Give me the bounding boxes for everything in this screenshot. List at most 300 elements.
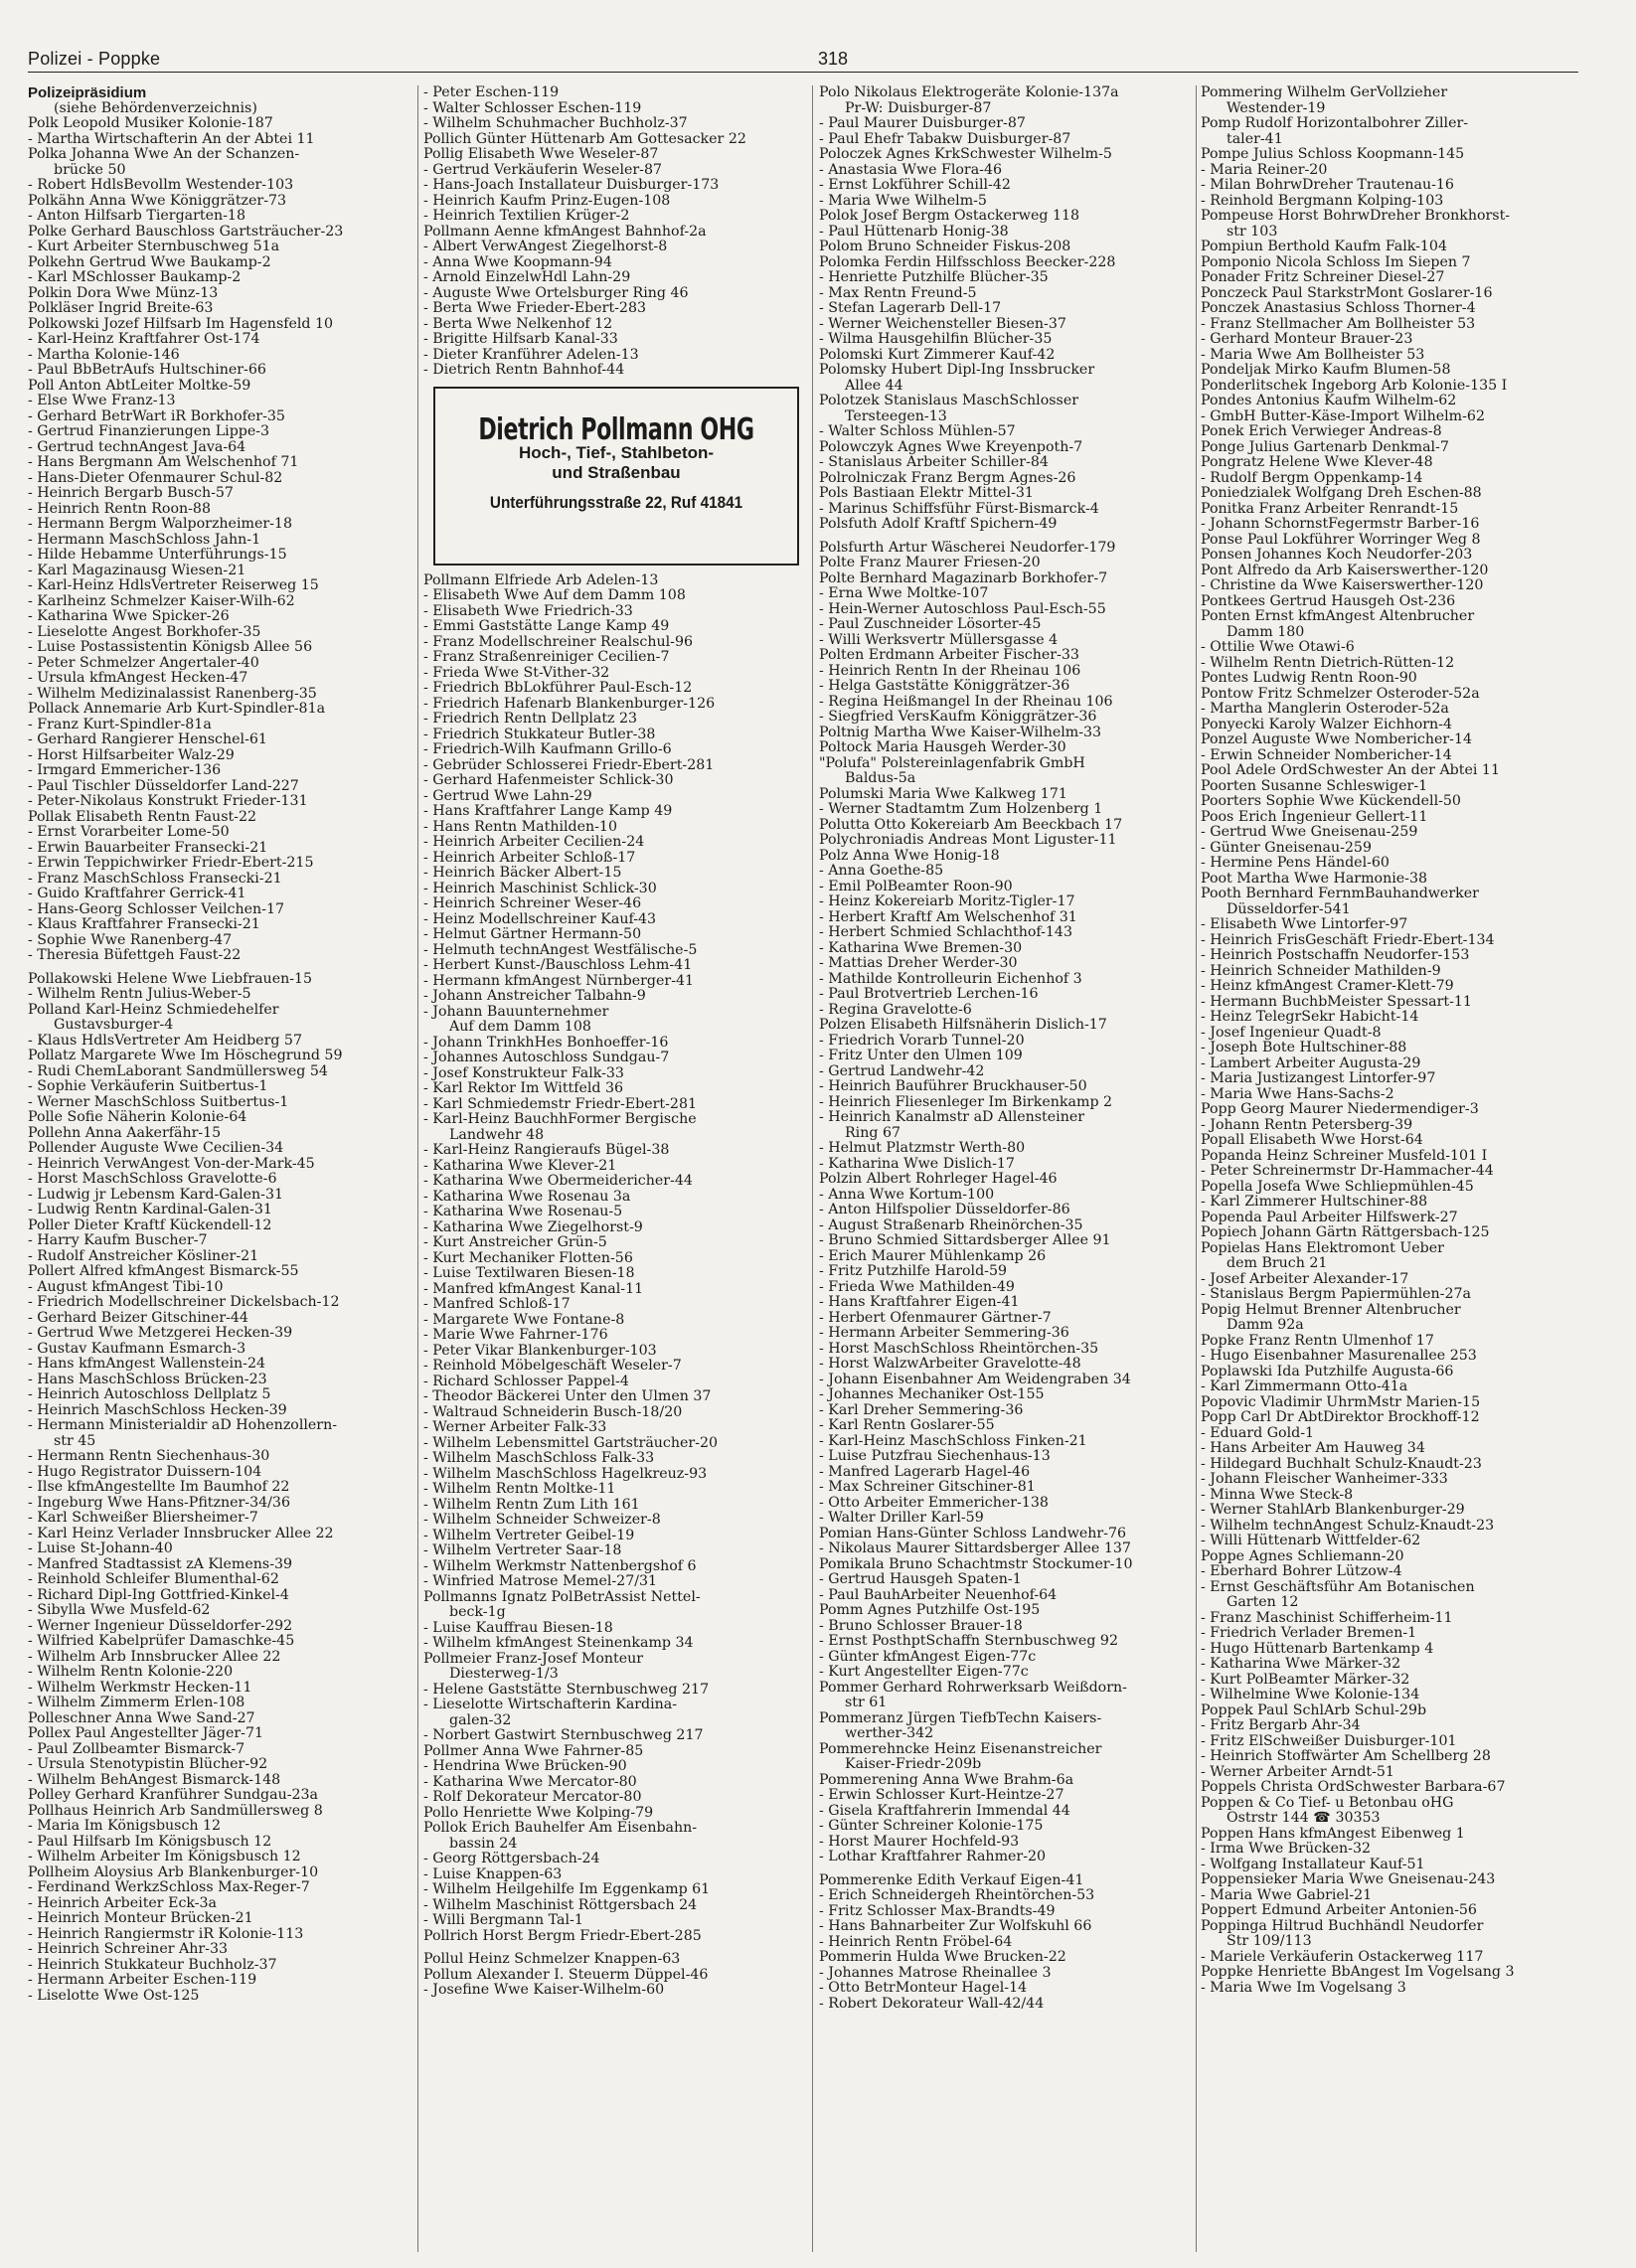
directory-entry: - Paul Maurer Duisburger-87	[819, 116, 1026, 131]
directory-entry: Polowczyk Agnes Wwe Kreyenpoth-7	[819, 439, 1083, 455]
directory-entry: Pollatz Margarete Wwe Im Höschegrund 59	[28, 1049, 343, 1063]
directory-entry: - Kurt Mechaniker Flotten-56	[423, 1250, 633, 1266]
directory-entry: - Elisabeth Wwe Lintorfer-97	[1201, 917, 1408, 932]
directory-entry: - Werner Weichensteller Biesen-37	[819, 316, 1066, 332]
directory-entry: - Karl Zimmermann Otto-41a	[1201, 1379, 1408, 1394]
directory-entry: - Heinrich Stukkateur Buchholz-37	[28, 1957, 277, 1973]
directory-entry: - Paul Brotvertrieb Lerchen-16	[819, 987, 1039, 1002]
directory-entry: - Heinrich Rentn Roon-88	[28, 501, 211, 517]
directory-entry: - Mathilde Kontrolleurin Eichenhof 3	[819, 971, 1082, 987]
directory-entry: - Wilhelm Zimmerm Erlen-108	[28, 1696, 245, 1710]
directory-entry: - Richard Schlosser Pappel-4	[423, 1374, 629, 1389]
directory-entry: - Johann Fleischer Wanheimer-333	[1201, 1472, 1448, 1487]
directory-entry: - Hans Bergmann Am Welschenhof 71	[28, 455, 299, 470]
directory-entry: Polkin Dora Wwe Münz-13	[28, 285, 219, 301]
section-heading: Polizeipräsidium	[28, 85, 147, 101]
directory-entry: Poltnig Martha Wwe Kaiser-Wilhelm-33	[819, 725, 1102, 740]
directory-entry: - Karl Schmiedemstr Friedr-Ebert-281	[423, 1096, 697, 1112]
directory-entry: - Marinus Schiffsführ Fürst-Bismarck-4	[819, 501, 1099, 517]
directory-entry: Poller Dieter Kraftf Kückendell-12	[28, 1217, 272, 1233]
directory-entry: - Norbert Gastwirt Sternbuschweg 217	[423, 1728, 704, 1743]
directory-entry: - Günter Schreiner Kolonie-175	[819, 1819, 1044, 1834]
directory-entry: - Luise Putzfrau Siechenhaus-13	[819, 1449, 1051, 1464]
directory-entry: - Franz Maschinist Schifferheim-11	[1201, 1610, 1453, 1626]
directory-entry: - Berta Wwe Nelkenhof 12	[423, 316, 613, 332]
directory-entry: - Katharina Wwe Mercator-80	[423, 1774, 637, 1790]
entry-continuation: Ostrstr 144 ☎ 30353	[1227, 1811, 1381, 1826]
directory-entry: - Werner MaschSchloss Suitbertus-1	[28, 1094, 289, 1110]
directory-entry: Pool Adele OrdSchwester An der Abtei 11	[1201, 763, 1500, 778]
directory-entry: Pollehn Anna Aakerfähr-15	[28, 1125, 222, 1141]
directory-entry: - Heinrich MaschSchloss Hecken-39	[28, 1402, 287, 1418]
directory-entry: - Hermann Arbeiter Semmering-36	[819, 1326, 1069, 1341]
directory-entry: - Gerhard Beizer Gitschiner-44	[28, 1310, 248, 1326]
directory-entry: Pommerening Anna Wwe Brahm-6a	[819, 1772, 1074, 1788]
directory-entry: - Max Rentn Freund-5	[819, 285, 977, 301]
directory-entry: - Heinrich Rangiermstr iR Kolonie-113	[28, 1926, 304, 1942]
directory-entry: - Gerhard Hafenmeister Schlick-30	[423, 773, 674, 788]
directory-entry: Poot Martha Wwe Harmonie-38	[1201, 871, 1427, 887]
directory-entry: Popiech Johann Gärtn Rättgersbach-125	[1201, 1225, 1490, 1240]
directory-entry: - Horst Maurer Hochfeld-93	[819, 1834, 1020, 1850]
directory-entry: - Katharina Wwe Ziegelhorst-9	[423, 1219, 643, 1235]
directory-entry: - Paul Tischler Düsseldorfer Land-227	[28, 778, 299, 794]
directory-entry: Polkehn Gertrud Wwe Baukamp-2	[28, 254, 271, 270]
directory-entry: - Heinrich Stoffwärter Am Schellberg 28	[1201, 1749, 1491, 1764]
directory-entry: - Franz MaschSchloss Fransecki-21	[28, 871, 282, 887]
directory-entry: - Lieselotte Angest Borkhofer-35	[28, 624, 261, 640]
directory-entry: - Herbert Kunst-/Bauschloss Lehm-41	[423, 958, 693, 973]
directory-entry: Poorten Susanne Schleswiger-1	[1201, 778, 1428, 794]
running-head: Polizei - Poppke	[28, 49, 161, 69]
directory-entry: - Horst MaschSchloss Rheintörchen-35	[819, 1341, 1099, 1357]
directory-entry: Pollmann Aenne kfmAngest Bahnhof-2a	[423, 224, 707, 240]
directory-entry: - Friedrich Vorarb Tunnel-20	[819, 1033, 1025, 1049]
directory-entry: - Maria Justizangest Lintorfer-97	[1201, 1071, 1436, 1086]
directory-entry: - Arnold EinzelwHdl Lahn-29	[423, 270, 631, 285]
directory-entry: Poos Erich Ingenieur Gellert-11	[1201, 809, 1428, 825]
directory-entry: Popp Georg Maurer Niedermendiger-3	[1201, 1102, 1479, 1117]
directory-entry: - Johann Eisenbahner Am Weidengraben 34	[819, 1372, 1131, 1387]
directory-entry: Polsfuth Adolf Kraftf Spichern-49	[819, 517, 1058, 532]
directory-entry: - Kurt Angestellter Eigen-77c	[819, 1665, 1029, 1680]
directory-entry: - Gertrud Wwe Gneisenau-259	[1201, 825, 1418, 840]
directory-entry: - Hans-Dieter Ofenmaurer Schul-82	[28, 470, 283, 486]
directory-entry: - Johann Anstreicher Talbahn-9	[423, 989, 646, 1004]
directory-entry: Pollheim Aloysius Arb Blankenburger-10	[28, 1864, 319, 1880]
directory-entry: - Hans MaschSchloss Brücken-23	[28, 1372, 267, 1387]
directory-entry: Popig Helmut Brenner Altenbrucher	[1201, 1302, 1461, 1318]
directory-entry: Pollig Elisabeth Wwe Weseler-87	[423, 147, 659, 162]
directory-entry: Ponderlitschek Ingeborg Arb Kolonie-135 I	[1201, 378, 1508, 394]
directory-entry: - Ludwig Rentn Kardinal-Galen-31	[28, 1203, 272, 1217]
directory-entry: - Brigitte Hilfsarb Kanal-33	[423, 332, 618, 347]
directory-entry: - Heinz TelegrSekr Habicht-14	[1201, 1010, 1419, 1025]
directory-entry: - Heinrich Arbeiter Eck-3a	[28, 1895, 218, 1911]
directory-entry: - Friedrich-Wilh Kaufmann Grillo-6	[423, 742, 672, 757]
directory-entry: - Josef Ingenieur Quadt-8	[1201, 1025, 1382, 1041]
entry-continuation: str 103	[1227, 224, 1278, 240]
directory-entry: - Paul BbBetrAufs Hultschiner-66	[28, 363, 266, 378]
directory-entry: - Rudolf Anstreicher Kösliner-21	[28, 1248, 259, 1264]
directory-entry: - Wilhelm Rentn Moltke-11	[423, 1482, 616, 1497]
directory-entry: Pomikala Bruno Schachtmstr Stockumer-10	[819, 1556, 1133, 1572]
directory-entry: - Otto Arbeiter Emmericher-138	[819, 1495, 1049, 1511]
directory-entry: - Kurt Arbeiter Sternbuschweg 51a	[28, 240, 280, 254]
column-divider	[1196, 85, 1197, 2252]
directory-entry: Polzen Elisabeth Hilfsnäherin Dislich-17	[819, 1018, 1107, 1033]
directory-entry: Polland Karl-Heinz Schmiedehelfer	[28, 1002, 279, 1018]
directory-entry: Poppke Henriette BbAngest Im Vogelsang 3	[1201, 1965, 1515, 1980]
directory-entry: - Anastasia Wwe Flora-46	[819, 162, 1003, 178]
directory-entry: - Gerhard Monteur Brauer-23	[1201, 332, 1413, 347]
directory-entry: - Paul Hüttenarb Honig-38	[819, 224, 1009, 240]
directory-entry: Poorters Sophie Wwe Kückendell-50	[1201, 794, 1461, 809]
directory-entry: Pommer Gerhard Rohrwerksarb Weißdorn-	[819, 1680, 1127, 1696]
directory-entry: - Hermann Bergm Walporzheimer-18	[28, 517, 292, 532]
directory-entry: Polten Erdmann Arbeiter Fischer-33	[819, 648, 1079, 663]
entry-continuation: dem Bruch 21	[1227, 1256, 1328, 1271]
directory-entry: Pommering Wilhelm GerVollzieher	[1201, 85, 1448, 100]
directory-entry: Poplawski Ida Putzhilfe Augusta-66	[1201, 1364, 1454, 1379]
directory-column-2	[423, 85, 805, 2252]
entry-continuation: (siehe Behördenverzeichnis)	[54, 100, 257, 116]
directory-entry: - Franz Straßenreiniger Cecilien-7	[423, 650, 670, 665]
entry-continuation: beck-1g	[449, 1605, 506, 1620]
directory-entry: - Josefine Wwe Kaiser-Wilhelm-60	[423, 1983, 665, 1998]
directory-entry: - Werner Arbeiter Arndt-51	[1201, 1764, 1394, 1780]
directory-entry: - Franz Kurt-Spindler-81a	[28, 717, 212, 732]
entry-continuation: Damm 92a	[1227, 1318, 1304, 1333]
directory-entry: - Sibylla Wwe Musfeld-62	[28, 1603, 211, 1618]
directory-entry: Pollok Erich Bauhelfer Am Eisenbahn-	[423, 1821, 698, 1836]
directory-entry: - Gerhard BetrWart iR Borkhofer-35	[28, 408, 285, 424]
directory-entry: Popenda Paul Arbeiter Hilfswerk-27	[1201, 1210, 1458, 1225]
directory-entry: Popp Carl Dr AbtDirektor Brockhoff-12	[1201, 1410, 1480, 1425]
directory-entry: Polsfurth Artur Wäscherei Neudorfer-179	[819, 540, 1116, 556]
directory-entry: - Johannes Matrose Rheinallee 3	[819, 1965, 1052, 1981]
entry-continuation: Damm 180	[1227, 624, 1305, 640]
directory-entry: - Karl-Heinz Rangieraufs Bügel-38	[423, 1143, 670, 1158]
directory-entry: - Sophie Verkäuferin Suitbertus-1	[28, 1079, 268, 1094]
directory-entry: - Otto BetrMonteur Hagel-14	[819, 1981, 1028, 1996]
directory-entry: - Helmuth technAngest Westfälische-5	[423, 942, 698, 958]
directory-entry: - Wilhelm Schneider Schweizer-8	[423, 1513, 661, 1528]
column-divider	[812, 85, 813, 2252]
directory-entry: - Ilse kfmAngestellte Im Baumhof 22	[28, 1480, 290, 1495]
directory-entry: - Wilhelm Maschinist Röttgersbach 24	[423, 1897, 698, 1913]
directory-entry: - Wilhelm MaschSchloss Hagelkreuz-93	[423, 1466, 708, 1482]
directory-entry: Pollmeier Franz-Josef Monteur	[423, 1651, 644, 1667]
directory-entry: - Nikolaus Maurer Sittardsberger Allee 137	[819, 1541, 1131, 1556]
directory-column-3	[819, 85, 1201, 2252]
entry-continuation: Allee 44	[845, 378, 903, 394]
directory-entry: - Friedrich Rentn Dellplatz 23	[423, 712, 638, 727]
directory-entry: - Paul Ehefr Tabakw Duisburger-87	[819, 131, 1071, 147]
directory-entry: - Luise Textilwaren Biesen-18	[423, 1266, 635, 1281]
directory-entry: - Heinrich Arbeiter Schloß-17	[423, 850, 636, 866]
directory-entry: - Paul Zuschneider Lösorter-45	[819, 617, 1042, 632]
directory-entry: - Heinrich Schneider Mathilden-9	[1201, 963, 1441, 979]
directory-entry: Pollo Henriette Wwe Kolping-79	[423, 1805, 654, 1821]
directory-entry: - Hermann kfmAngest Nürnberger-41	[423, 973, 695, 989]
directory-entry: - Anton Hilfspolier Düsseldorfer-86	[819, 1203, 1070, 1217]
directory-entry: - Berta Wwe Frieder-Ebert-283	[423, 301, 647, 316]
directory-entry: - Hugo Hüttenarb Bartenkamp 4	[1201, 1641, 1434, 1657]
directory-entry: - Hans Kraftfahrer Eigen-41	[819, 1295, 1020, 1310]
directory-entry: Polkläser Ingrid Breite-63	[28, 301, 214, 316]
directory-entry: Ponyecki Karoly Walzer Eichhorn-4	[1201, 717, 1452, 732]
directory-entry: - Erwin Teppichwirker Friedr-Ebert-215	[28, 856, 314, 871]
ad-services-line-2: und Straßenbau	[552, 463, 681, 482]
directory-entry: Pooth Bernhard FernmBauhandwerker	[1201, 887, 1479, 901]
directory-entry: - Heinz Modellschreiner Kauf-43	[423, 911, 657, 927]
entry-continuation: brücke 50	[54, 162, 126, 178]
directory-entry: - Wilma Hausgehilfin Blücher-35	[819, 332, 1053, 347]
directory-entry: - Frieda Wwe Mathilden-49	[819, 1279, 1015, 1295]
directory-entry: Pollhaus Heinrich Arb Sandmüllersweg 8	[28, 1803, 323, 1819]
directory-entry: - Katharina Wwe Bremen-30	[819, 940, 1023, 956]
directory-entry: - Gerhard Rangierer Henschel-61	[28, 732, 267, 747]
directory-entry: - Wilfried Kabelprüfer Damaschke-45	[28, 1634, 295, 1649]
directory-entry: Polkowski Jozef Hilfsarb Im Hagensfeld 10	[28, 316, 334, 332]
directory-entry: - Emmi Gaststätte Lange Kamp 49	[423, 619, 670, 634]
directory-entry: - Ursula kfmAngest Hecken-47	[28, 671, 248, 686]
directory-entry: - Werner Stadtamtm Zum Holzenberg 1	[819, 802, 1103, 817]
directory-entry: - Hans Arbeiter Am Hauweg 34	[1201, 1441, 1425, 1456]
directory-entry: Polomski Kurt Zimmerer Kauf-42	[819, 347, 1056, 363]
directory-entry: - Emil PolBeamter Roon-90	[819, 879, 1013, 894]
directory-entry: - Günter kfmAngest Eigen-77c	[819, 1649, 1037, 1665]
entry-continuation: Baldus-5a	[845, 771, 916, 786]
directory-entry: Pommerehncke Heinz Eisenanstreicher	[819, 1741, 1102, 1757]
directory-entry: - Karl Rektor Im Wittfeld 36	[423, 1081, 624, 1096]
directory-entry: - Milan BohrwDreher Trautenau-16	[1201, 178, 1454, 193]
directory-entry: Polom Bruno Schneider Fiskus-208	[819, 240, 1071, 254]
directory-entry: - Wilhelm Heilgehilfe Im Eggenkamp 61	[423, 1882, 711, 1897]
directory-entry: - Anton Hilfsarb Tiergarten-18	[28, 209, 245, 224]
directory-entry: Poloczek Agnes KrkSchwester Wilhelm-5	[819, 147, 1112, 162]
directory-entry: Poppek Paul SchlArb Schul-29b	[1201, 1702, 1427, 1718]
directory-entry: - Johann Rentn Petersberg-39	[1201, 1117, 1413, 1133]
directory-entry: - Lothar Kraftfahrer Rahmer-20	[819, 1850, 1047, 1864]
entry-gap	[28, 964, 409, 972]
advertisement-box	[433, 387, 799, 566]
directory-entry: - Sophie Wwe Ranenberg-47	[28, 932, 233, 948]
directory-entry: - Heinrich VerwAngest Von-der-Mark-45	[28, 1156, 315, 1172]
directory-entry: - Paul Zollbeamter Bismarck-7	[28, 1741, 245, 1757]
directory-entry: - Heinrich Monteur Brücken-21	[28, 1911, 253, 1926]
directory-entry: Pomian Hans-Günter Schloss Landwehr-76	[819, 1526, 1127, 1541]
directory-entry: Popke Franz Rentn Ulmenhof 17	[1201, 1333, 1434, 1349]
directory-entry: - Wilhelm Medizinalassist Ranenberg-35	[28, 686, 317, 702]
directory-entry: - Karl-Heinz MaschSchloss Finken-21	[819, 1433, 1087, 1449]
directory-entry: - Josef Arbeiter Alexander-17	[1201, 1271, 1409, 1287]
directory-entry: - Bruno Schlosser Brauer-18	[819, 1618, 1023, 1634]
directory-entry: - Maria Wwe Wilhelm-5	[819, 193, 987, 209]
directory-entry: Ponzel Auguste Wwe Nombericher-14	[1201, 732, 1473, 747]
directory-entry: Pontow Fritz Schmelzer Osteroder-52a	[1201, 686, 1480, 702]
directory-entry: - Werner StahlArb Blankenburger-29	[1201, 1503, 1465, 1518]
directory-entry: - Heinrich Rentn In der Rheinau 106	[819, 663, 1081, 679]
directory-entry: - Hermann BuchbMeister Spessart-11	[1201, 994, 1472, 1010]
directory-entry: Polok Josef Bergm Ostackerweg 118	[819, 209, 1080, 224]
directory-entry: Pollmer Anna Wwe Fahrner-85	[423, 1743, 644, 1759]
directory-entry: - Ingeburg Wwe Hans-Pfitzner-34/36	[28, 1495, 290, 1511]
directory-entry: - Georg Röttgersbach-24	[423, 1852, 600, 1866]
directory-entry: Polomka Ferdin Hilfsschloss Beecker-228	[819, 254, 1116, 270]
directory-entry: - Guido Kraftfahrer Gerrick-41	[28, 887, 246, 901]
directory-entry: - Hugo Registrator Duissern-104	[28, 1464, 262, 1480]
directory-entry: - Heinrich Bauführer Bruckhauser-50	[819, 1079, 1087, 1094]
directory-entry: - Willi Bergmann Tal-1	[423, 1913, 583, 1928]
directory-entry: - Erich Schneidergeh Rheintörchen-53	[819, 1888, 1095, 1903]
directory-entry: - Eduard Gold-1	[1201, 1425, 1315, 1441]
directory-entry: - Karl MSchlosser Baukamp-2	[28, 270, 242, 285]
directory-entry: - Heinrich Textilien Krüger-2	[423, 209, 630, 224]
directory-entry: - Friedrich Stukkateur Butler-38	[423, 727, 656, 742]
directory-entry: - Maria Wwe Am Bollheister 53	[1201, 347, 1425, 363]
directory-entry: - Ernst Vorarbeiter Lome-50	[28, 825, 230, 840]
directory-entry: - Erwin Schlosser Kurt-Heintze-27	[819, 1788, 1064, 1803]
directory-entry: - Erich Maurer Mühlenkamp 26	[819, 1248, 1047, 1264]
directory-entry: - Heinrich Schreiner Weser-46	[423, 896, 642, 911]
directory-entry: - Johann SchornstFegermstr Barber-16	[1201, 517, 1480, 532]
entry-continuation: Kaiser-Friedr-209b	[845, 1757, 982, 1772]
directory-entry: - Hermann Rentn Siechenhaus-30	[28, 1449, 270, 1464]
directory-entry: Poppen & Co Tief- u Betonbau oHG	[1201, 1795, 1454, 1811]
directory-entry: - Gebrüder Schlosserei Friedr-Ebert-281	[423, 757, 715, 773]
directory-entry: - Horst MaschSchloss Gravelotte-6	[28, 1172, 277, 1187]
directory-entry: - Wilhelm kfmAngest Steinenkamp 34	[423, 1636, 694, 1651]
directory-entry: Polte Bernhard Magazinarb Borkhofer-7	[819, 570, 1108, 586]
directory-entry: Pondeljak Mirko Kaufm Blumen-58	[1201, 363, 1451, 378]
directory-entry: - Gertrud Wwe Lahn-29	[423, 788, 592, 804]
directory-entry: - Fritz Unter den Ulmen 109	[819, 1049, 1023, 1063]
directory-entry: - Auguste Wwe Ortelsburger Ring 46	[423, 285, 689, 301]
directory-entry: - Heinrich Schreiner Ahr-33	[28, 1942, 229, 1957]
directory-entry: - Winfried Matrose Memel-27/31	[423, 1574, 658, 1589]
directory-entry: - Helga Gaststätte Königgrätzer-36	[819, 679, 1070, 694]
directory-entry: - Dietrich Rentn Bahnhof-44	[423, 363, 625, 378]
directory-entry: - Hans kfmAngest Wallenstein-24	[28, 1357, 266, 1372]
directory-entry: - Friedrich Hafenarb Blankenburger-126	[423, 696, 716, 712]
directory-entry: Popella Josefa Wwe Schliepmühlen-45	[1201, 1179, 1474, 1195]
directory-entry: - Fritz Bergarb Ahr-34	[1201, 1718, 1361, 1733]
directory-entry: Polychroniadis Andreas Mont Liguster-11	[819, 833, 1117, 848]
entry-continuation: galen-32	[449, 1712, 512, 1728]
directory-entry: - Maria Wwe Hans-Sachs-2	[1201, 1086, 1394, 1102]
directory-entry: Poppensieker Maria Wwe Gneisenau-243	[1201, 1872, 1496, 1887]
directory-entry: - Martha Kolonie-146	[28, 347, 180, 363]
directory-entry: - GmbH Butter-Käse-Import Wilhelm-62	[1201, 408, 1485, 424]
directory-entry: - Wilhelm MaschSchloss Falk-33	[423, 1451, 655, 1466]
directory-entry: Polkähn Anna Wwe Königgrätzer-73	[28, 193, 287, 209]
directory-entry: - Wilhelm BehAngest Bismarck-148	[28, 1772, 281, 1788]
directory-entry: - Hans Rentn Mathilden-10	[423, 819, 617, 835]
directory-entry: - Wilhelm Arbeiter Im Königsbusch 12	[28, 1850, 301, 1864]
directory-entry: - Katharina Wwe Märker-32	[1201, 1657, 1401, 1672]
directory-entry: - Wilhelm Lebensmittel Gartsträucher-20	[423, 1435, 719, 1451]
directory-entry: - Albert VerwAngest Ziegelhorst-8	[423, 240, 668, 254]
directory-entry: - Gertrud Verkäuferin Weseler-87	[423, 162, 663, 178]
directory-entry: - Ernst Geschäftsführ Am Botanischen	[1201, 1579, 1475, 1595]
column-divider	[417, 85, 418, 2252]
directory-entry: - Günter Gneisenau-259	[1201, 840, 1372, 856]
directory-entry: - Theodor Bäckerei Unter den Ulmen 37	[423, 1389, 712, 1404]
directory-entry: Pollmann Elfriede Arb Adelen-13	[423, 572, 659, 588]
directory-entry: - Martha Manglerin Osteroder-52a	[1201, 702, 1449, 717]
directory-entry: - Elisabeth Wwe Auf dem Damm 108	[423, 588, 686, 603]
directory-entry: - Liselotte Wwe Ost-125	[28, 1988, 200, 2004]
directory-entry: Pollrich Horst Bergm Friedr-Ebert-285	[423, 1928, 702, 1944]
directory-entry: - Karl Zimmerer Hultschiner-88	[1201, 1195, 1428, 1210]
directory-entry: - Marie Wwe Fahrner-176	[423, 1328, 608, 1343]
directory-entry: Popall Elisabeth Wwe Horst-64	[1201, 1133, 1423, 1148]
directory-entry: - Herbert Schmied Schlachthof-143	[819, 925, 1072, 940]
directory-entry: Pollul Heinz Schmelzer Knappen-63	[423, 1952, 681, 1967]
directory-entry: Pommerenke Edith Verkauf Eigen-41	[819, 1872, 1084, 1888]
directory-entry: - Richard Dipl-Ing Gottfried-Kinkel-4	[28, 1587, 289, 1603]
directory-entry: Poppe Agnes Schliemann-20	[1201, 1548, 1404, 1564]
directory-entry: - Robert Dekorateur Wall-42/44	[819, 1996, 1045, 2012]
entry-continuation: werther-342	[845, 1726, 934, 1741]
directory-entry: - Erwin Bauarbeiter Fransecki-21	[28, 840, 268, 856]
entry-continuation: Garten 12	[1227, 1595, 1299, 1610]
directory-entry: - Hilde Hebamme Unterführungs-15	[28, 548, 287, 563]
directory-entry: - Johannes Mechaniker Ost-155	[819, 1387, 1045, 1402]
directory-entry: - Klaus HdlsVertreter Am Heidberg 57	[28, 1033, 302, 1049]
directory-entry: Pomp Rudolf Horizontalbohrer Ziller-	[1201, 116, 1469, 131]
directory-entry: - Walter Schloss Mühlen-57	[819, 424, 1016, 439]
directory-entry: - Gertrud technAngest Java-64	[28, 439, 246, 455]
directory-entry: - Lambert Arbeiter Augusta-29	[1201, 1055, 1421, 1071]
directory-entry: - Kurt Anstreicher Grün-5	[423, 1235, 607, 1250]
directory-entry: - Christine da Wwe Kaiserswerther-120	[1201, 578, 1484, 593]
directory-entry: - Heinrich Bäcker Albert-15	[423, 866, 622, 881]
directory-entry: - Katharina Wwe Obermeidericher-44	[423, 1174, 693, 1189]
directory-entry: - Heinrich FrisGeschäft Friedr-Ebert-134	[1201, 932, 1495, 948]
directory-entry: - Maria Wwe Im Vogelsang 3	[1201, 1980, 1406, 1996]
entry-continuation: Pr-W: Duisburger-87	[845, 100, 992, 116]
directory-entry: - Herbert Ofenmaurer Gärtner-7	[819, 1310, 1052, 1326]
directory-entry: - Josef Konstrukteur Falk-33	[423, 1065, 624, 1081]
directory-entry: Pols Bastiaan Elektr Mittel-31	[819, 486, 1034, 501]
entry-continuation: Düsseldorfer-541	[1227, 901, 1351, 917]
directory-entry: Poppels Christa OrdSchwester Barbara-67	[1201, 1780, 1506, 1795]
directory-entry: - Bruno Schmied Sittardsberger Allee 91	[819, 1233, 1111, 1248]
directory-entry: - Karl-Heinz HdlsVertreter Reiserweg 15	[28, 578, 319, 593]
directory-entry: - Manfred kfmAngest Kanal-11	[423, 1281, 644, 1297]
directory-entry: - Waltraud Schneiderin Busch-18/20	[423, 1404, 683, 1420]
directory-entry: Poll Anton AbtLeiter Moltke-59	[28, 378, 251, 394]
directory-entry: - Heinrich Bergarb Busch-57	[28, 486, 234, 501]
directory-entry: - Peter Eschen-119	[423, 85, 560, 100]
directory-entry: - Peter-Nikolaus Konstrukt Frieder-131	[28, 794, 308, 809]
directory-entry: - Johann TrinkhHes Bonhoeffer-16	[423, 1035, 669, 1051]
directory-entry: Ponten Ernst kfmAngest Altenbrucher	[1201, 609, 1475, 624]
directory-entry: Ponge Julius Gartenarb Denkmal-7	[1201, 439, 1449, 455]
directory-entry: - Gertrud Landwehr-42	[819, 1063, 985, 1079]
directory-entry: - Heinrich Rentn Fröbel-64	[819, 1934, 1013, 1950]
directory-entry: Pompeuse Horst BohrwDreher Bronkhorst-	[1201, 209, 1511, 224]
directory-entry: "Polufa" Polstereinlagenfabrik GmbH	[819, 755, 1085, 771]
directory-entry: - Walter Schlosser Eschen-119	[423, 100, 642, 116]
directory-entry: - Hans-Georg Schlosser Veilchen-17	[28, 901, 284, 917]
directory-entry: - Irmgard Emmericher-136	[28, 763, 222, 778]
directory-entry: - Ernst PosthptSchaffn Sternbuschweg 92	[819, 1634, 1118, 1649]
directory-entry: - Regina Heißmangel In der Rheinau 106	[819, 694, 1113, 710]
